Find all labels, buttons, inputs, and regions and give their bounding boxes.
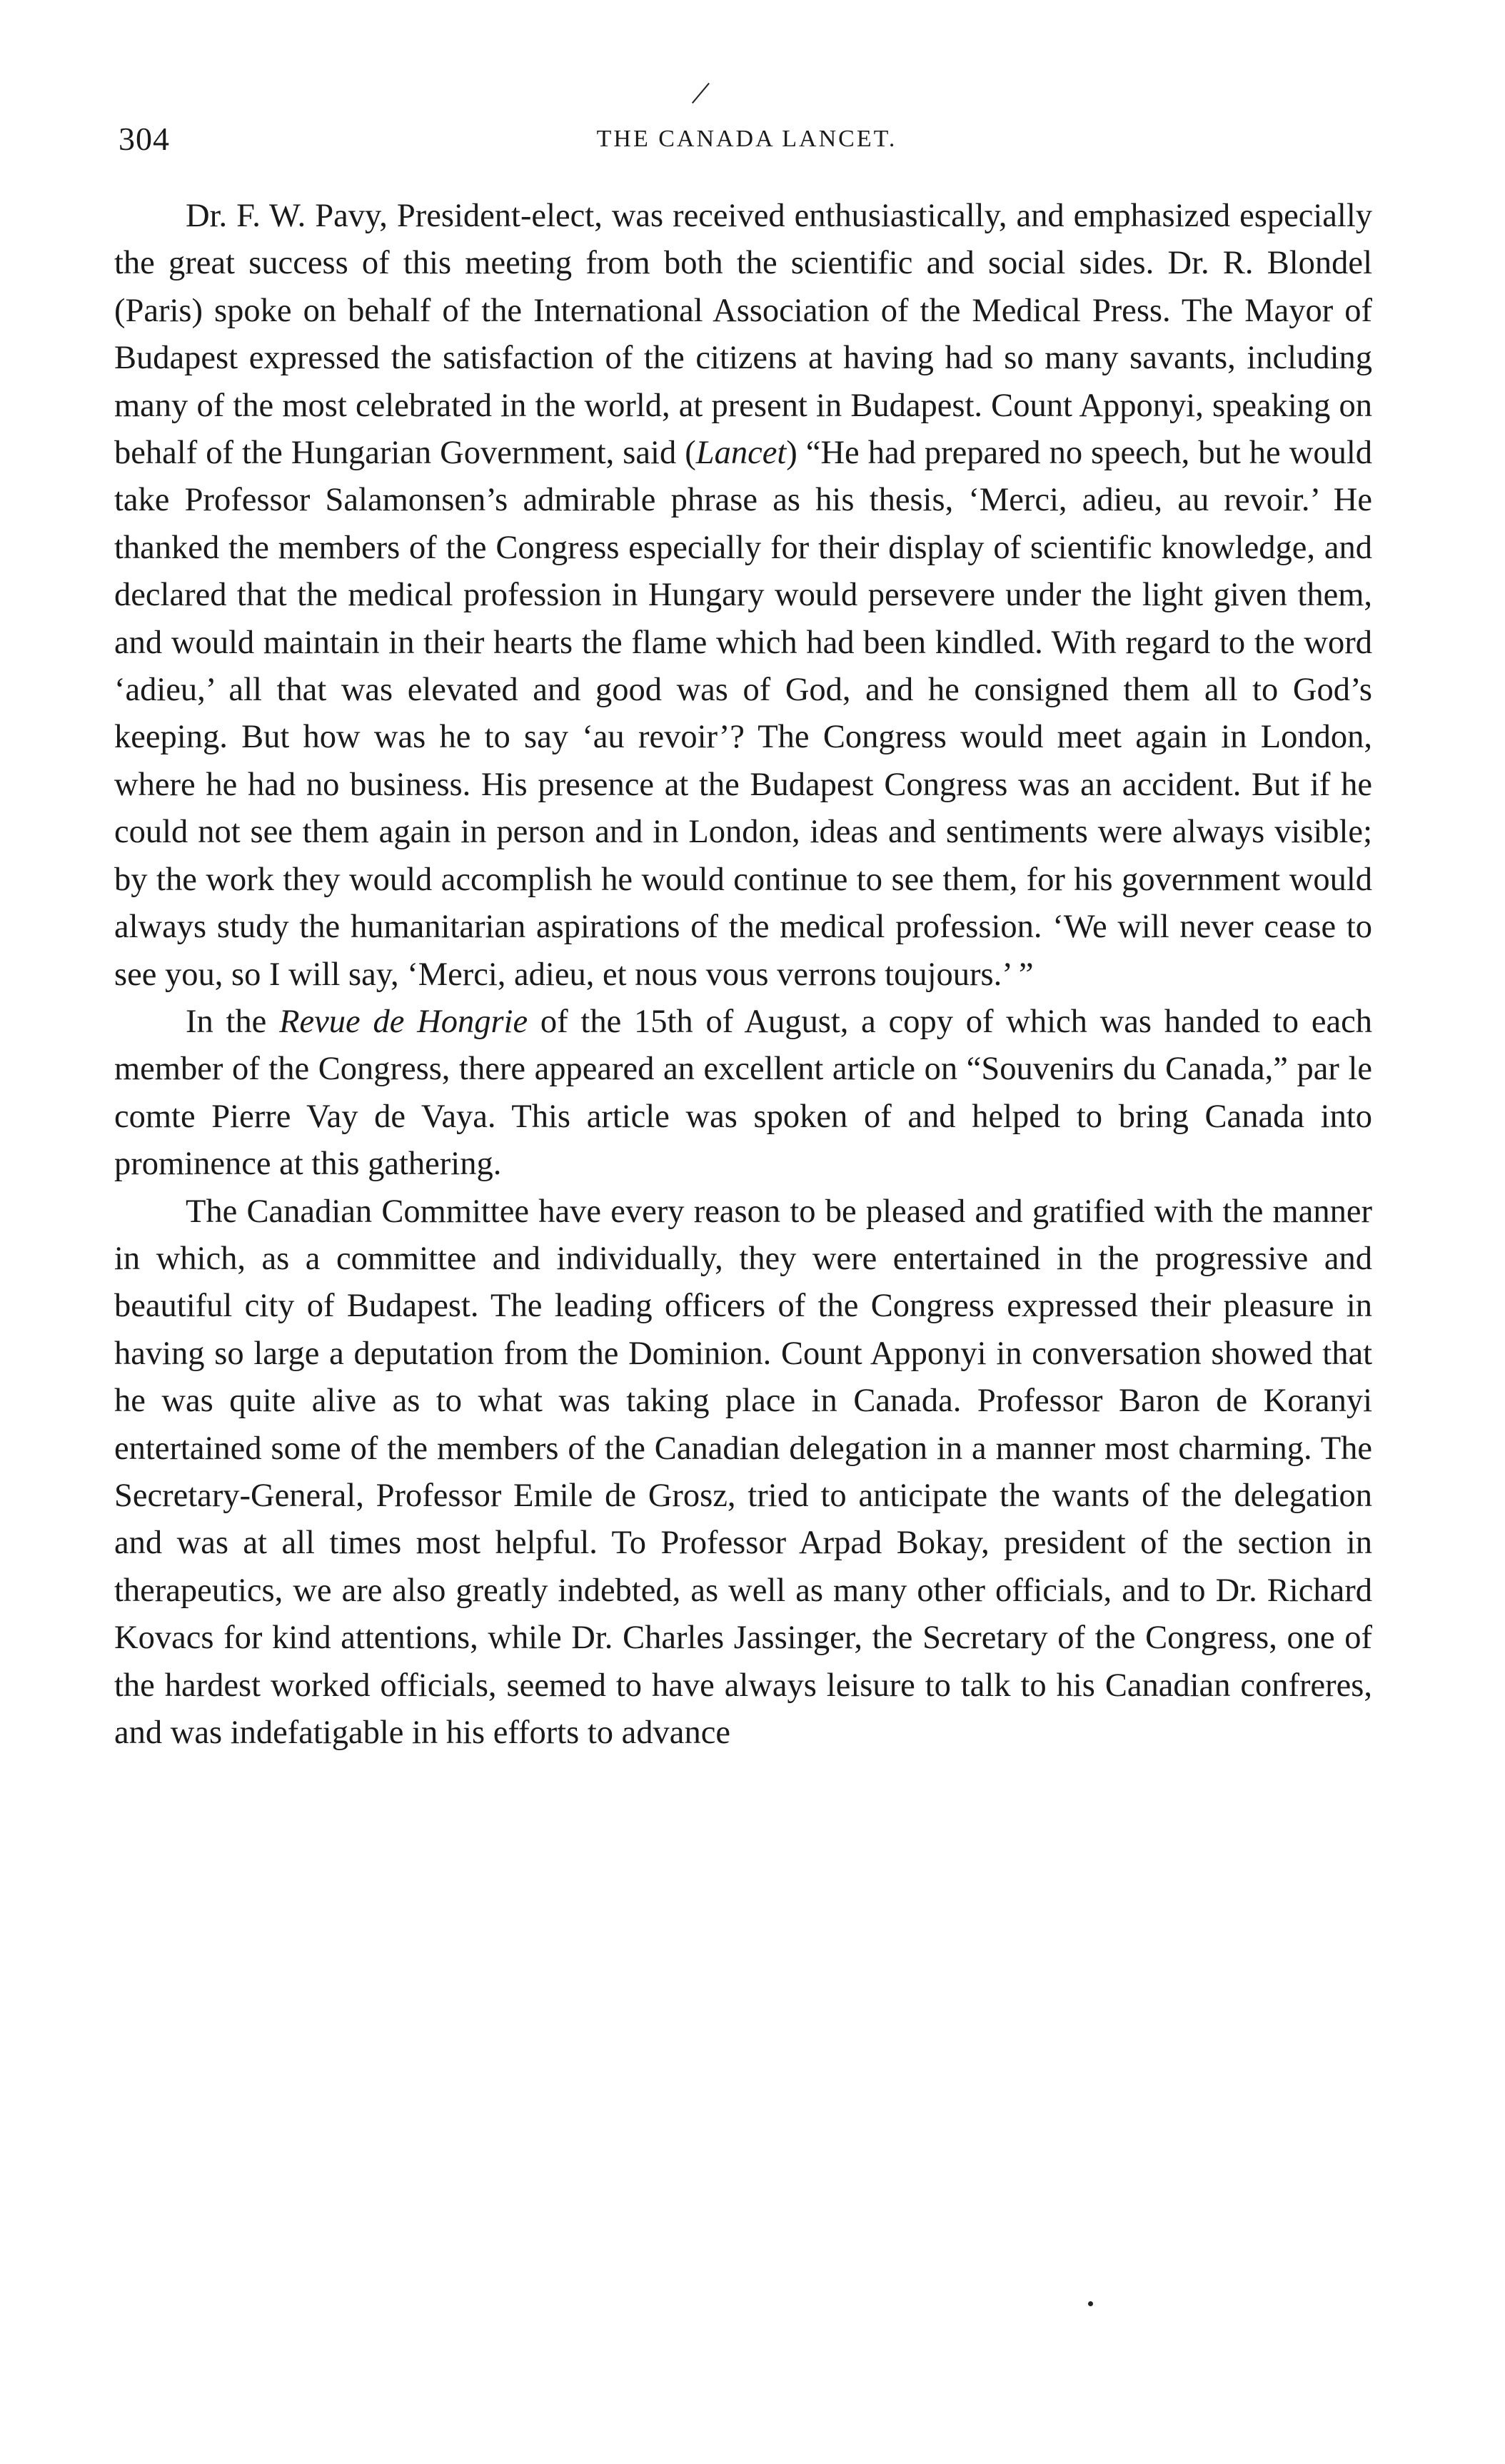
italic-title-revue: Revue de Hongrie xyxy=(279,1003,528,1040)
stray-pen-mark: | xyxy=(690,76,715,106)
page-header xyxy=(119,120,1375,163)
italic-title-lancet: Lancet xyxy=(695,435,787,472)
ink-speck xyxy=(1088,2301,1093,2306)
article-body xyxy=(114,193,1372,1757)
paragraph-apponyi-speech xyxy=(114,193,1372,999)
page-number: 304 xyxy=(119,121,170,157)
paragraph-canadian-committee xyxy=(114,1188,1372,1757)
paragraph-text: Dr. F. W. Pavy, President-elect, was received enthusiastically, and emphasized especially the great success of this meeting from both the scientific and social sides. Dr. R. Blondel (Paris) spoke on behalf of the International Association of the Medical Press. The Mayor of Budapest expressed the satisfaction of the citizens at having had so many savants, including many of the most celebrated in the world, at present in Budapest. Count Apponyi, speaking on behalf of the Hungarian Government, said ( xyxy=(114,198,1372,472)
paragraph-text: ) “He had prepared no speech, but he would take Professor Salamonsen’s admirable phrase as his thesis, ‘Merci, adieu, au revoir.’ He thanked the members of the Congress especially for their display of scientific knowledge, and declared that the medical profession in Hungary would persevere under the light given them, and would maintain in their hearts the flame which had been kindled. With regard to the word ‘adieu,’ all that was elevated and good was of God, and he consigned them all to God’s keeping. But how was he to say ‘au revoir’? The Congress would meet again in London, where he had no business. His presence at the Budapest Congress was an accident. But if he could not see them again in person and in London, ideas and sentiments were always visible; by the work they would accomplish he would continue to see them, for his government would always study the humanitarian aspirations of the medical profession. ‘We will never cease to see you, so I will say, ‘Merci, adieu, et nous vous verrons toujours.’ ” xyxy=(114,435,1372,993)
paragraph-text: The Canadian Committee have every reason to be pleased and gratified with the manner in which, as a committee and individually, they were entertained in the progressive and beautiful city of Budapest. The leading officers of the Congress expressed their pleasure in having so large a deputation from the Dominion. Count Apponyi in conversation showed that he was quite alive as to what was taking place in Canada. Professor Baron de Koranyi entertained some of the members of the Canadian delegation in a manner most charming. The Secretary-General, Professor Emile de Grosz, tried to anticipate the wants of the delegation and was at all times most helpful. To Professor Arpad Bokay, president of the section in therapeutics, we are also greatly indebted, as well as many other officials, and to Dr. Richard Kovacs for kind attentions, while Dr. Charles Jassinger, the Secretary of the Congress, one of the hardest worked officials, seemed to have always leisure to talk to his Canadian confreres, and was indefatigable in his efforts to advance xyxy=(114,1193,1372,1751)
paragraph-revue-de-hongrie xyxy=(114,999,1372,1188)
paragraph-text: of the 15th of August, a copy of which was handed to each member of the Congress, there appeared an excellent article on “Souvenirs du Canada,” par le comte Pierre Vay de Vaya. This article was spoken of and helped to bring Canada into prominence at this gathering. xyxy=(114,1003,1372,1183)
running-head: THE CANADA LANCET. xyxy=(596,126,897,152)
paragraph-text: In the xyxy=(186,1003,280,1040)
